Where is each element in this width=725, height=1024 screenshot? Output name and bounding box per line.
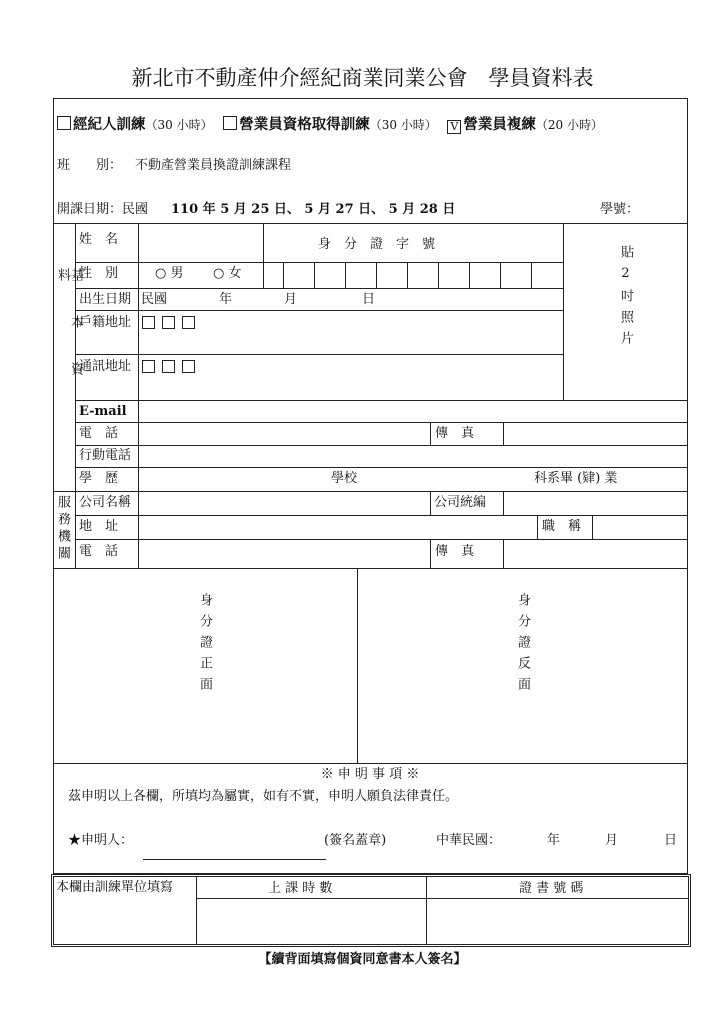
class-value: 不動產營業員換證訓練課程 [135, 158, 292, 173]
office-use-label: 本欄由訓練單位填寫 [56, 880, 174, 895]
course-checkbox-salesperson[interactable]: 營業員資格取得訓練（30 小時） [223, 117, 437, 133]
section-basic-label: 基本資料 [55, 268, 83, 409]
name-input[interactable] [139, 224, 263, 262]
birth-label: 出生日期 [79, 292, 132, 307]
company-address-label: 地 址 [79, 519, 119, 534]
mailing-address-label: 通訊地址 [79, 359, 132, 374]
class-hours-input[interactable] [197, 899, 425, 943]
declarant-label: ★申明人： [68, 833, 134, 848]
page-title: 新北市不動產仲介經紀商業同業公會 學員資料表 [131, 66, 594, 90]
gender-male-radio[interactable]: ○ 男 [155, 266, 184, 281]
household-address-label: 戶籍地址 [79, 315, 132, 330]
seal-label: (簽名蓋章) [324, 833, 387, 848]
email-input[interactable] [139, 401, 687, 422]
education-label: 學 歷 [79, 471, 119, 486]
certificate-no-input[interactable] [427, 899, 687, 943]
company-phone-label: 電 話 [79, 544, 119, 559]
gender-label: 性 別 [79, 266, 119, 281]
course-checkbox-refresher[interactable]: V 營業員複練（20 小時） [447, 117, 603, 133]
mobile-label: 行動電話 [79, 448, 132, 463]
company-tax-id-label: 公司統編 [434, 495, 487, 510]
id-back-label: 身分證反面 [515, 593, 530, 698]
signature-line[interactable] [143, 859, 326, 860]
student-no-label: 學號： [600, 202, 640, 217]
footer-note: 【續背面填寫個資同意書本人簽名】 [258, 952, 467, 967]
start-date-value: 110 年 5 月 25 日、 5 月 27 日、 5 月 28 日 [171, 202, 456, 217]
name-label: 姓 名 [79, 232, 119, 247]
department-label: 科系畢 (肄) 業 [534, 471, 618, 486]
date-year-label: 年 [547, 833, 561, 848]
section-service-label: 服務機關 [55, 495, 70, 563]
birth-value[interactable]: 民國 年 月 日 [141, 292, 376, 307]
phone-label: 電 話 [79, 426, 119, 441]
photo-label: 貼2吋照片 [618, 245, 633, 352]
photo-area[interactable] [564, 224, 687, 399]
date-day-label: 日 [664, 833, 678, 848]
job-title-label: 職 稱 [542, 519, 582, 534]
email-label: E-mail [79, 404, 127, 419]
id-number-label: 身 分 證 字 號 [318, 237, 436, 252]
company-name-label: 公司名稱 [79, 495, 132, 510]
company-fax-label: 傳 真 [435, 544, 475, 559]
certificate-no-label: 證 書 號 碼 [519, 881, 584, 896]
id-front-area[interactable] [54, 569, 356, 762]
declaration-title: ※ 申 明 事 項 ※ [320, 767, 420, 782]
id-number-boxes[interactable] [263, 262, 563, 288]
class-label: 班 別： [57, 158, 123, 173]
course-checkbox-agent[interactable]: 經紀人訓練（30 小時） [57, 117, 213, 133]
course-options [57, 116, 603, 134]
start-date-label: 開課日期：民國 [57, 202, 149, 217]
date-month-label: 月 [605, 833, 619, 848]
fax-label: 傳 真 [435, 426, 475, 441]
mailing-postal-boxes[interactable] [142, 360, 202, 373]
gender-female-radio[interactable]: ○ 女 [213, 266, 242, 281]
id-front-label: 身分證正面 [197, 593, 212, 698]
household-postal-boxes[interactable] [142, 316, 202, 329]
school-label: 學校 [331, 471, 358, 486]
declaration-text: 茲申明以上各欄，所填均為屬實，如有不實，申明人願負法律責任。 [68, 789, 459, 804]
roc-date-label: 中華民國： [436, 833, 502, 848]
id-back-area[interactable] [358, 569, 687, 762]
class-hours-label: 上 課 時 數 [268, 881, 333, 896]
